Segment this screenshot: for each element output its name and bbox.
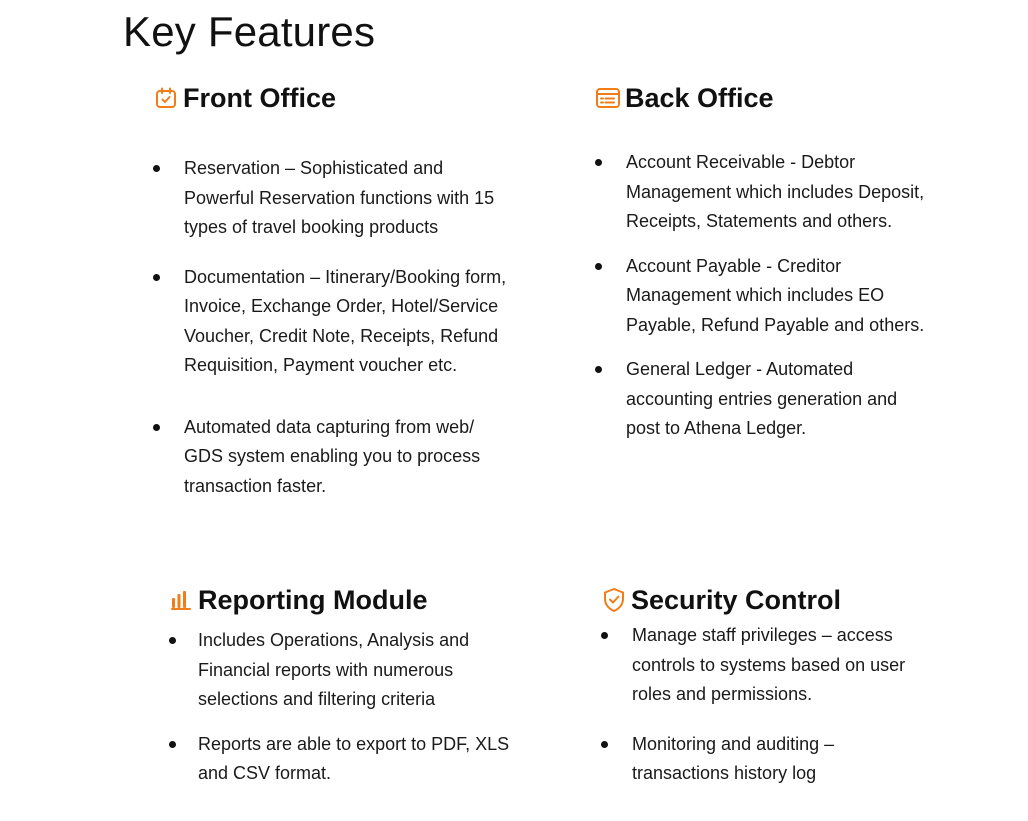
list-item: Account Payable - Creditor Management which includes EO Payable, Refund Payable and others. [595, 252, 946, 341]
security-section [601, 582, 1001, 789]
list-item: Monitoring and auditing – transactions history log [601, 730, 892, 789]
bar-chart-icon [168, 587, 194, 613]
reporting-section [168, 582, 548, 789]
front-office-title: Front Office [183, 82, 336, 113]
reporting-list [168, 626, 548, 789]
front-office-header [153, 80, 533, 116]
reporting-title: Reporting Module [198, 584, 428, 615]
page-title: Key Features [123, 8, 376, 55]
list-item: General Ledger - Automated accounting entries generation and post to Athena Ledger. [595, 355, 926, 444]
list-item: Account Receivable - Debtor Management which includes Deposit, Receipts, Statements and others. [595, 148, 926, 237]
shield-check-icon [601, 587, 627, 613]
browser-window-list-icon [595, 85, 621, 111]
front-office-section [153, 80, 533, 501]
front-office-list [153, 154, 533, 501]
security-list [601, 621, 1001, 789]
calendar-check-icon [153, 85, 179, 111]
back-office-header [595, 80, 995, 116]
back-office-list [595, 148, 995, 444]
list-item: Reports are able to export to PDF, XLS and CSV format. [168, 730, 528, 789]
list-item: Reservation – Sophisticated and Powerful Reservation functions with 15 types of travel booking products [153, 154, 504, 243]
list-item: Documentation – Itinerary/Booking form, Invoice, Exchange Order, Hotel/Service Voucher, Credit Note, Receipts, Refund Requisition, Payment voucher etc. [153, 263, 519, 381]
list-item: Manage staff privileges – access controls to systems based on user roles and permissions. [601, 621, 932, 710]
security-header [601, 582, 1001, 618]
list-item: Includes Operations, Analysis and Financial reports with numerous selections and filtering criteria [168, 626, 498, 715]
back-office-title: Back Office [625, 82, 774, 113]
security-title: Security Control [631, 584, 842, 615]
back-office-section [595, 80, 995, 444]
list-item: Automated data capturing from web/ GDS system enabling you to process transaction faster. [153, 413, 514, 502]
reporting-header [168, 582, 548, 618]
